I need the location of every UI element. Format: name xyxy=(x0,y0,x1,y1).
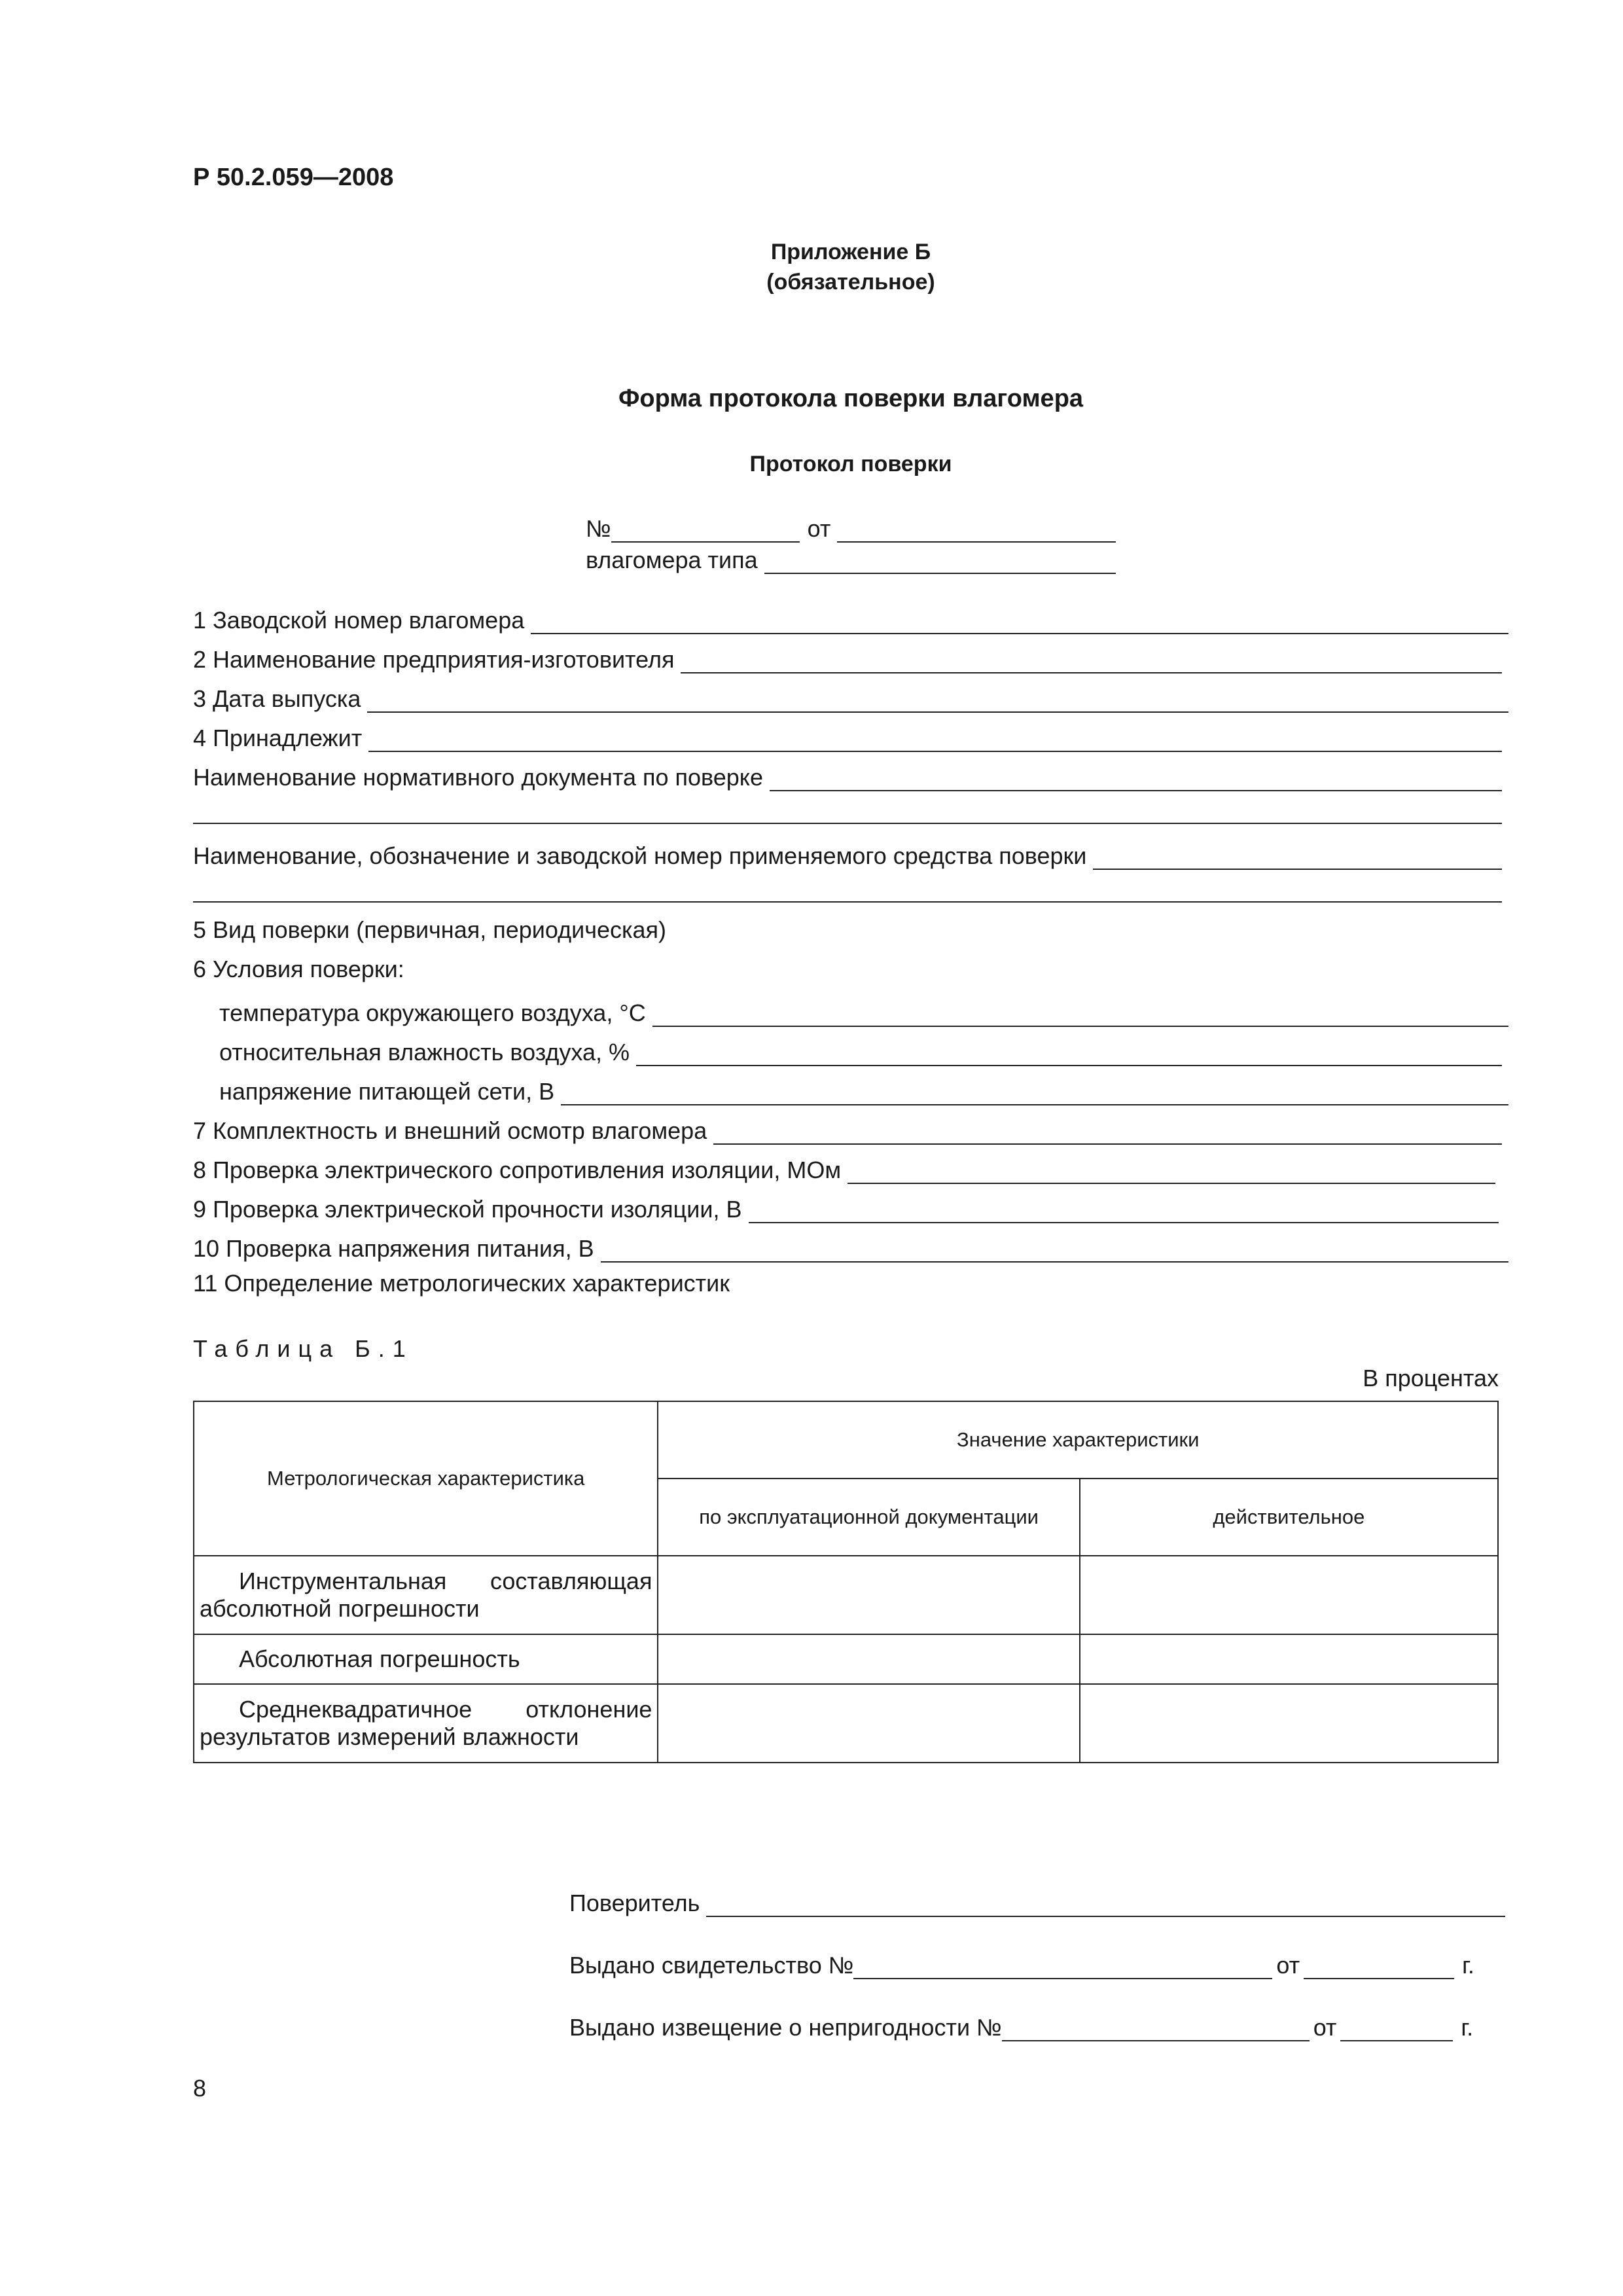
insulation-strength-field[interactable] xyxy=(749,1200,1499,1223)
row-label: Среднеквадратичное отклонение результатов измерений влажности xyxy=(194,1684,658,1763)
appendix-note: (обязательное) xyxy=(766,270,935,295)
release-date-row xyxy=(193,684,1508,713)
temperature-field[interactable] xyxy=(652,1003,1508,1027)
verifier-field[interactable] xyxy=(706,1893,1505,1917)
completeness-label: 7 Комплектность и внешний осмотр влагомера xyxy=(193,1117,707,1144)
insulation-resistance-label: 8 Проверка электрического сопротивления изоляции, МОм xyxy=(193,1157,842,1183)
meter-type-label: влагомера типа xyxy=(586,547,758,573)
header-by-documentation: по эксплуатационной документации xyxy=(658,1479,1079,1556)
table-row xyxy=(194,1634,1498,1684)
certificate-from-label: от xyxy=(1276,1952,1300,1979)
owner-label: 4 Принадлежит xyxy=(193,725,363,751)
row-label: Инструментальная составляющая абсолютной погрешности xyxy=(194,1556,658,1634)
certificate-number-field[interactable] xyxy=(853,1956,1272,1979)
humidity-field[interactable] xyxy=(636,1043,1502,1066)
release-date-label: 3 Дата выпуска xyxy=(193,685,361,712)
appendix-title: Приложение Б xyxy=(770,240,931,264)
certificate-year-label: г. xyxy=(1462,1952,1474,1979)
serial-number-label: 1 Заводской номер влагомера xyxy=(193,607,525,634)
manufacturer-row xyxy=(193,645,1502,673)
manufacturer-field[interactable] xyxy=(681,650,1502,673)
certificate-row xyxy=(569,1950,1505,1979)
verification-means-continuation-line[interactable] xyxy=(193,901,1502,903)
serial-number-field[interactable] xyxy=(531,611,1508,634)
verification-means-row xyxy=(193,841,1502,870)
humidity-row xyxy=(219,1037,1502,1066)
unfit-notice-row xyxy=(569,2013,1505,2041)
appendix-heading xyxy=(0,237,1623,297)
form-title: Форма протокола поверки влагомера xyxy=(618,385,1084,412)
cell-doc-value[interactable] xyxy=(658,1684,1079,1763)
temperature-label: температура окружающего воздуха, °С xyxy=(219,999,646,1026)
insulation-resistance-row xyxy=(193,1155,1495,1184)
completeness-field[interactable] xyxy=(713,1121,1502,1145)
supply-voltage-field[interactable] xyxy=(601,1239,1508,1263)
cell-actual-value[interactable] xyxy=(1080,1684,1498,1763)
protocol-title: Протокол поверки xyxy=(749,452,952,476)
metrological-characteristics: 11 Определение метрологических характеристик xyxy=(193,1270,730,1297)
protocol-number-row xyxy=(586,514,1116,543)
normative-doc-field[interactable] xyxy=(770,768,1502,791)
table-row xyxy=(194,1556,1498,1634)
supply-voltage-label: 10 Проверка напряжения питания, В xyxy=(193,1235,594,1262)
unfit-notice-label: Выдано извещение о непригодности № xyxy=(569,2014,1002,2041)
temperature-row xyxy=(219,998,1508,1027)
table-caption: Таблица Б.1 xyxy=(193,1335,414,1362)
verifier-label: Поверитель xyxy=(569,1890,700,1916)
verification-means-label: Наименование, обозначение и заводской номер применяемого средства поверки xyxy=(193,842,1087,869)
metrological-table xyxy=(193,1401,1499,1763)
cell-actual-value[interactable] xyxy=(1080,1634,1498,1684)
certificate-date-field[interactable] xyxy=(1304,1956,1454,1979)
verifier-row xyxy=(569,1888,1505,1917)
cell-doc-value[interactable] xyxy=(658,1556,1079,1634)
verification-kind: 5 Вид поверки (первичная, периодическая) xyxy=(193,916,667,943)
unfit-notice-year-label: г. xyxy=(1461,2014,1474,2041)
unfit-notice-from-label: от xyxy=(1313,2014,1337,2041)
verification-means-field[interactable] xyxy=(1093,846,1502,870)
certificate-label: Выдано свидетельство № xyxy=(569,1952,854,1979)
cell-actual-value[interactable] xyxy=(1080,1556,1498,1634)
meter-type-field[interactable] xyxy=(764,550,1116,574)
completeness-row xyxy=(193,1116,1502,1145)
unfit-notice-number-field[interactable] xyxy=(1002,2018,1310,2041)
owner-field[interactable] xyxy=(368,728,1502,752)
release-date-field[interactable] xyxy=(367,689,1508,713)
protocol-date-field[interactable] xyxy=(837,519,1116,543)
mains-voltage-row xyxy=(219,1077,1508,1105)
insulation-strength-label: 9 Проверка электрической прочности изоляции, В xyxy=(193,1196,742,1223)
normative-doc-row xyxy=(193,762,1502,791)
humidity-label: относительная влажность воздуха, % xyxy=(219,1039,630,1066)
supply-voltage-row xyxy=(193,1234,1508,1263)
header-characteristic: Метрологическая характеристика xyxy=(194,1401,658,1556)
table-units: В процентах xyxy=(1363,1365,1499,1391)
manufacturer-label: 2 Наименование предприятия-изготовителя xyxy=(193,646,675,673)
protocol-number-label: № xyxy=(586,515,611,542)
header-actual: действительное xyxy=(1080,1479,1498,1556)
normative-doc-continuation-line[interactable] xyxy=(193,823,1502,824)
mains-voltage-field[interactable] xyxy=(561,1082,1508,1105)
standard-number: Р 50.2.059—2008 xyxy=(193,164,394,191)
serial-number-row xyxy=(193,605,1508,634)
table-row xyxy=(194,1684,1498,1763)
protocol-date-label: от xyxy=(807,515,831,542)
protocol-number-field[interactable] xyxy=(611,519,800,543)
insulation-resistance-field[interactable] xyxy=(847,1160,1495,1184)
row-label: Абсолютная погрешность xyxy=(194,1634,658,1684)
page-number: 8 xyxy=(193,2075,207,2102)
cell-doc-value[interactable] xyxy=(658,1634,1079,1684)
meter-type-row xyxy=(586,545,1116,574)
verification-conditions: 6 Условия поверки: xyxy=(193,956,404,982)
mains-voltage-label: напряжение питающей сети, В xyxy=(219,1078,555,1105)
header-value: Значение характеристики xyxy=(658,1401,1498,1479)
normative-doc-label: Наименование нормативного документа по поверке xyxy=(193,764,763,791)
owner-row xyxy=(193,723,1502,752)
unfit-notice-date-field[interactable] xyxy=(1340,2018,1453,2041)
insulation-strength-row xyxy=(193,1194,1499,1223)
